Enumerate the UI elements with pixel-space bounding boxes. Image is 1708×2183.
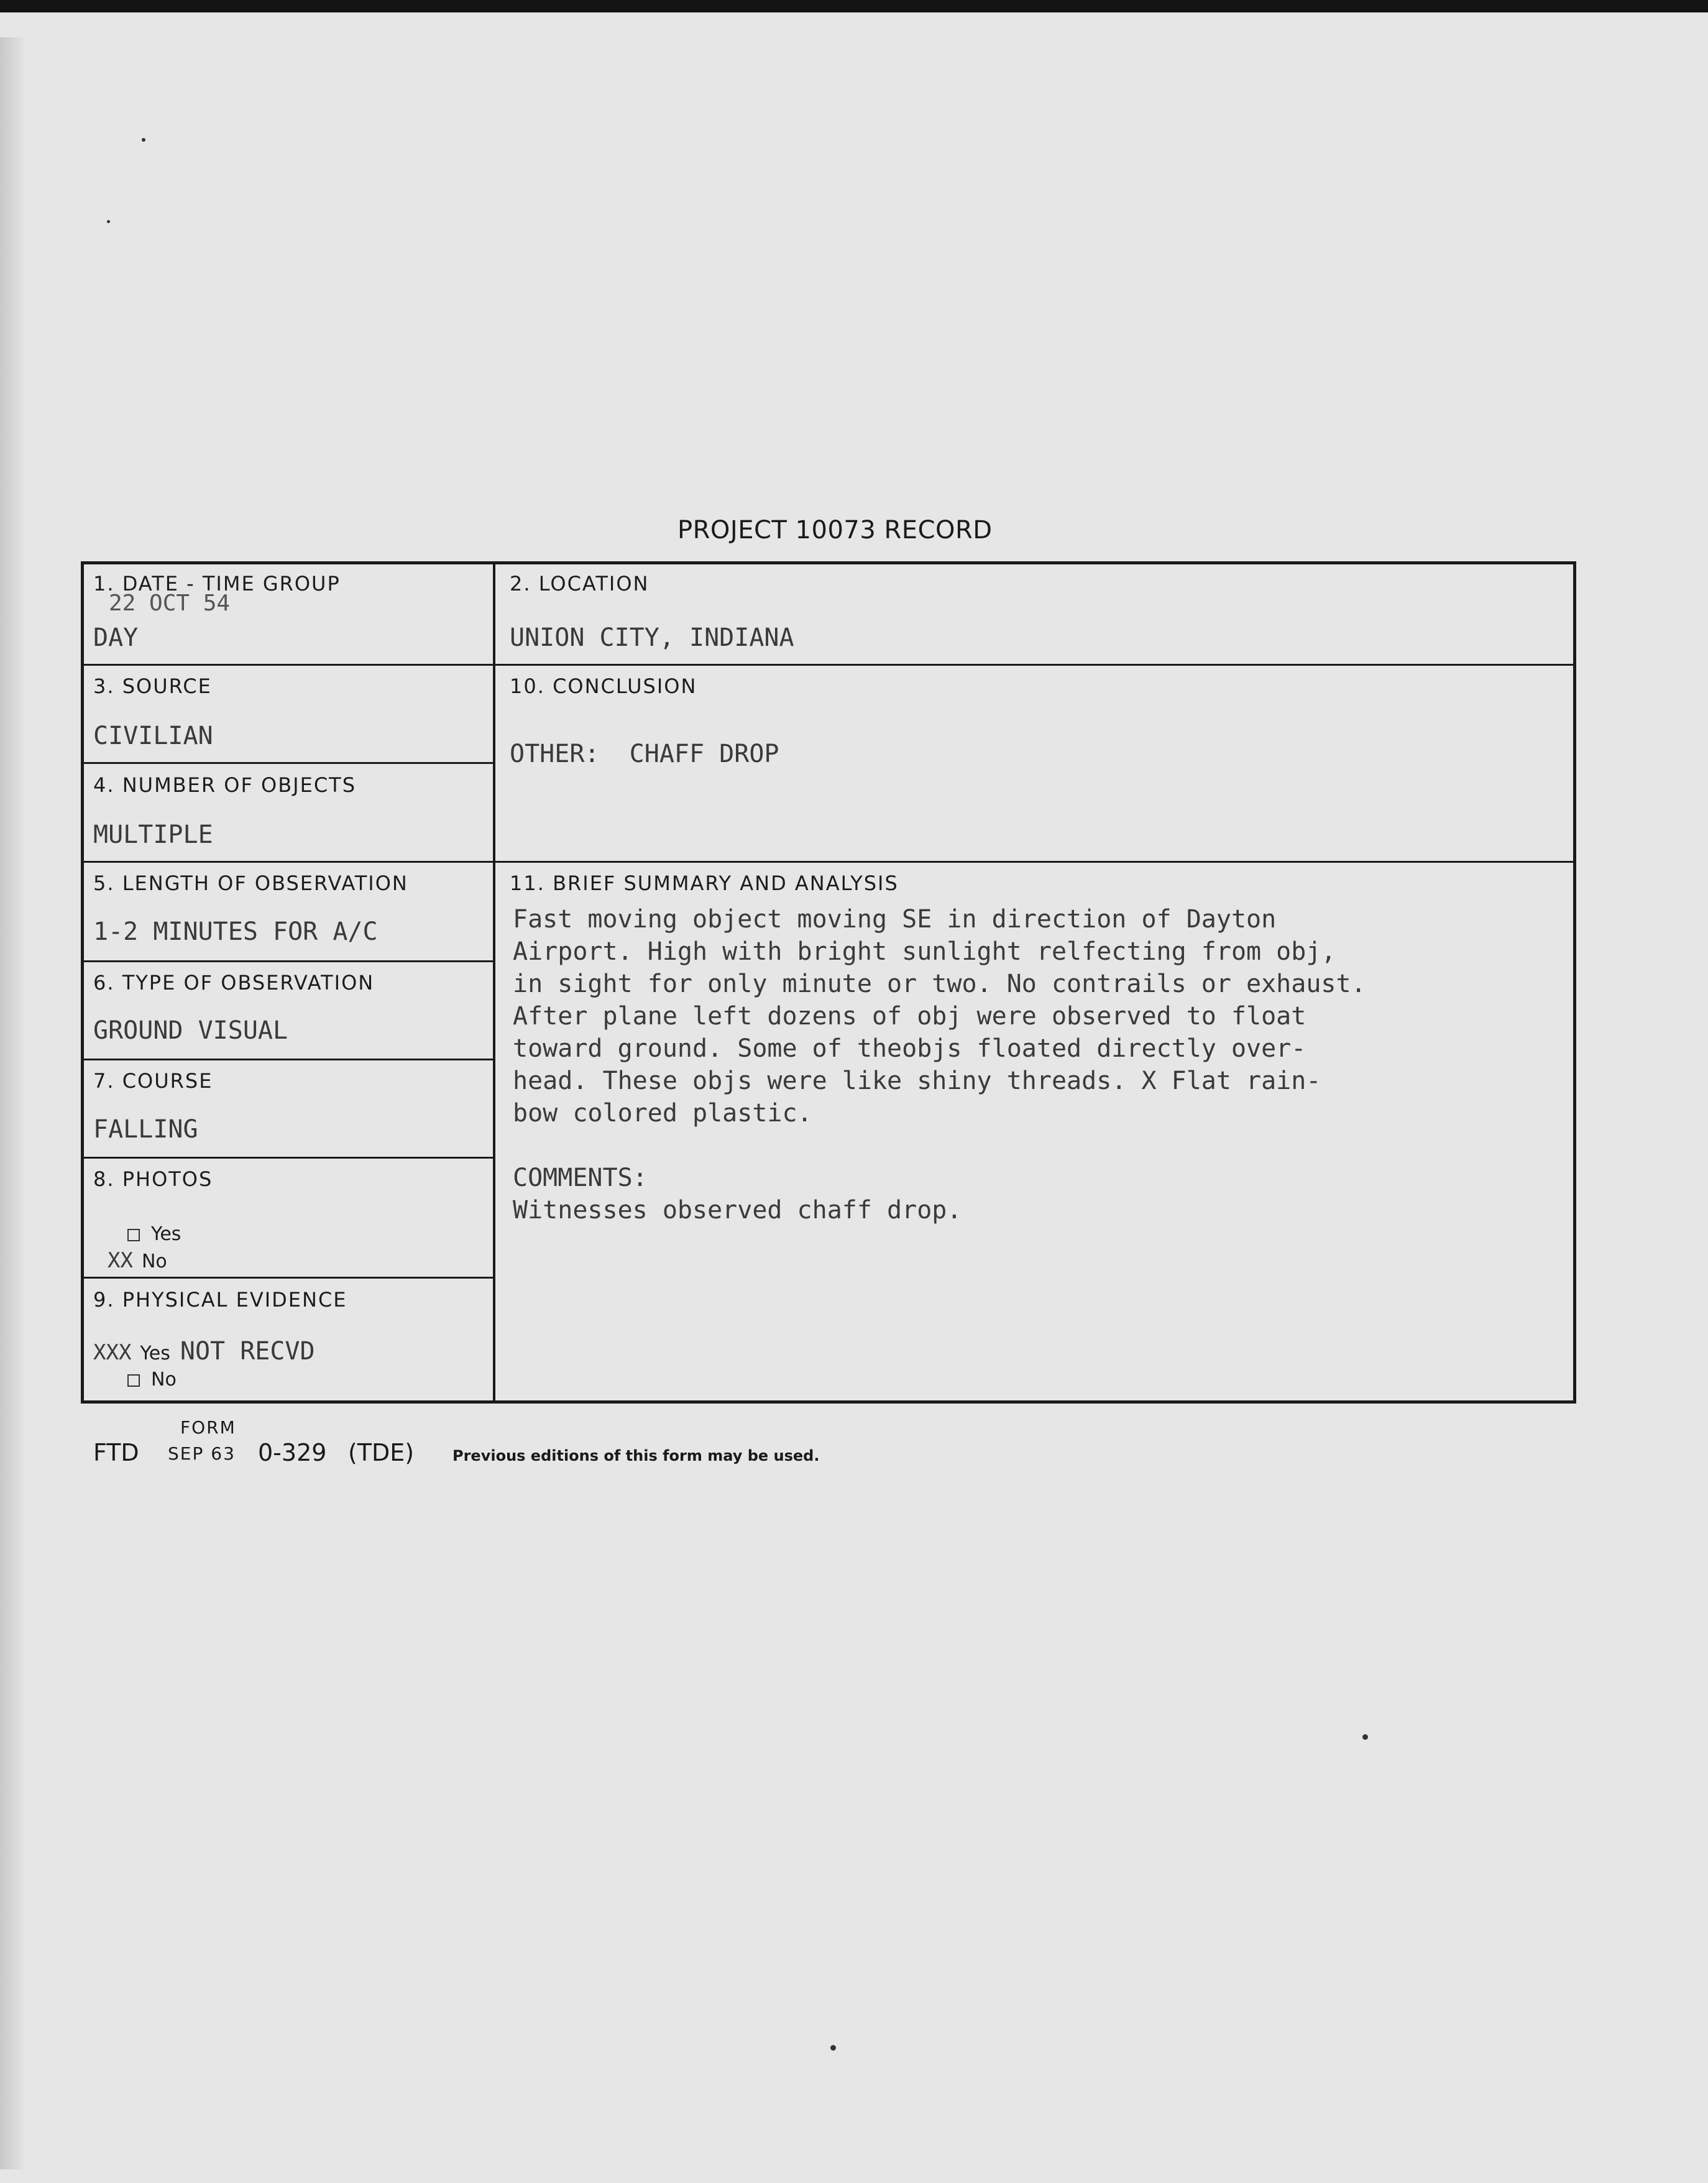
row-divider [84,960,493,962]
comments-text: Witnesses observed chaff drop. [513,1196,962,1225]
source-value: CIVILIAN [93,722,213,750]
summary-line: Fast moving object moving SE in direction of Dayton [513,905,1277,934]
row-divider [84,1059,493,1060]
physical-evidence-note: NOT RECVD [180,1337,315,1366]
number-of-objects-value: MULTIPLE [93,820,213,849]
footer-form-number: 0-329 [258,1439,327,1466]
number-of-objects-label: 4. NUMBER OF OBJECTS [93,773,357,797]
footer-org: (TDE) [348,1439,415,1466]
form-title: PROJECT 10073 RECORD [677,516,993,545]
summary-line: toward ground. Some of theobjs floated directly over- [513,1034,1306,1063]
row-divider [84,861,1573,863]
physical-evidence-yes-label: Yes [140,1343,170,1364]
checkbox-icon [127,1229,140,1241]
summary-line: After plane left dozens of obj were observed to float [513,1002,1306,1031]
summary-line: head. These objs were like shiny threads. X Flat rain- [513,1067,1321,1095]
physical-evidence-yes-mark: XXX [93,1340,132,1365]
location-label: 2. LOCATION [510,572,650,595]
comments-label: COMMENTS: [513,1164,648,1192]
length-of-observation-label: 5. LENGTH OF OBSERVATION [93,871,408,895]
type-of-observation-label: 6. TYPE OF OBSERVATION [93,971,375,995]
source-label: 3. SOURCE [93,674,212,698]
course-value: FALLING [93,1115,198,1144]
summary-line: bow colored plastic. [513,1099,812,1128]
date-time-group-label: 1. DATE - TIME GROUP [93,572,341,595]
photos-yes-option [127,1223,181,1245]
conclusion-value: OTHER: CHAFF DROP [510,740,779,768]
time-value: DAY [93,623,139,652]
scan-left-edge [0,37,24,2169]
footer-note: Previous editions of this form may be used. [452,1447,820,1464]
scan-speck [830,2045,836,2051]
physical-evidence-label: 9. PHYSICAL EVIDENCE [93,1288,347,1312]
photos-no-label: No [141,1251,167,1272]
scan-speck [1362,1734,1368,1740]
row-divider [84,664,1573,666]
length-of-observation-value: 1-2 MINUTES FOR A/C [93,917,378,946]
photos-label: 8. PHOTOS [93,1167,213,1191]
type-of-observation-value: GROUND VISUAL [93,1016,288,1045]
footer-date: SEP 63 [168,1443,236,1464]
scan-speck [107,220,110,223]
physical-evidence-no-label: No [151,1369,177,1390]
physical-evidence-yes-option [93,1337,315,1366]
physical-evidence-no-option [127,1369,177,1390]
conclusion-label: 10. CONCLUSION [510,674,697,698]
row-divider [84,1157,493,1159]
course-label: 7. COURSE [93,1069,213,1093]
photos-no-mark: XX [108,1248,133,1273]
footer-agency: FTD [93,1439,139,1466]
date-value: 22 OCT 54 [109,591,231,616]
record-form [81,561,1576,1404]
summary-spacer [513,1129,1557,1162]
scan-speck [142,138,145,142]
summary-line: in sight for only minute or two. No contrails or exhaust. [513,970,1366,998]
summary-label: 11. BRIEF SUMMARY AND ANALYSIS [510,871,899,895]
photos-no-option [108,1248,167,1273]
summary-text [513,903,1557,1226]
row-divider [84,1277,493,1279]
photos-yes-label: Yes [151,1223,181,1245]
checkbox-icon [127,1374,140,1387]
footer-form-word: FORM [180,1417,236,1438]
row-divider [84,762,493,764]
location-value: UNION CITY, INDIANA [510,623,794,652]
summary-line: Airport. High with bright sunlight relfecting from obj, [513,937,1336,966]
scan-top-edge [0,0,1708,12]
column-divider [493,564,495,1400]
